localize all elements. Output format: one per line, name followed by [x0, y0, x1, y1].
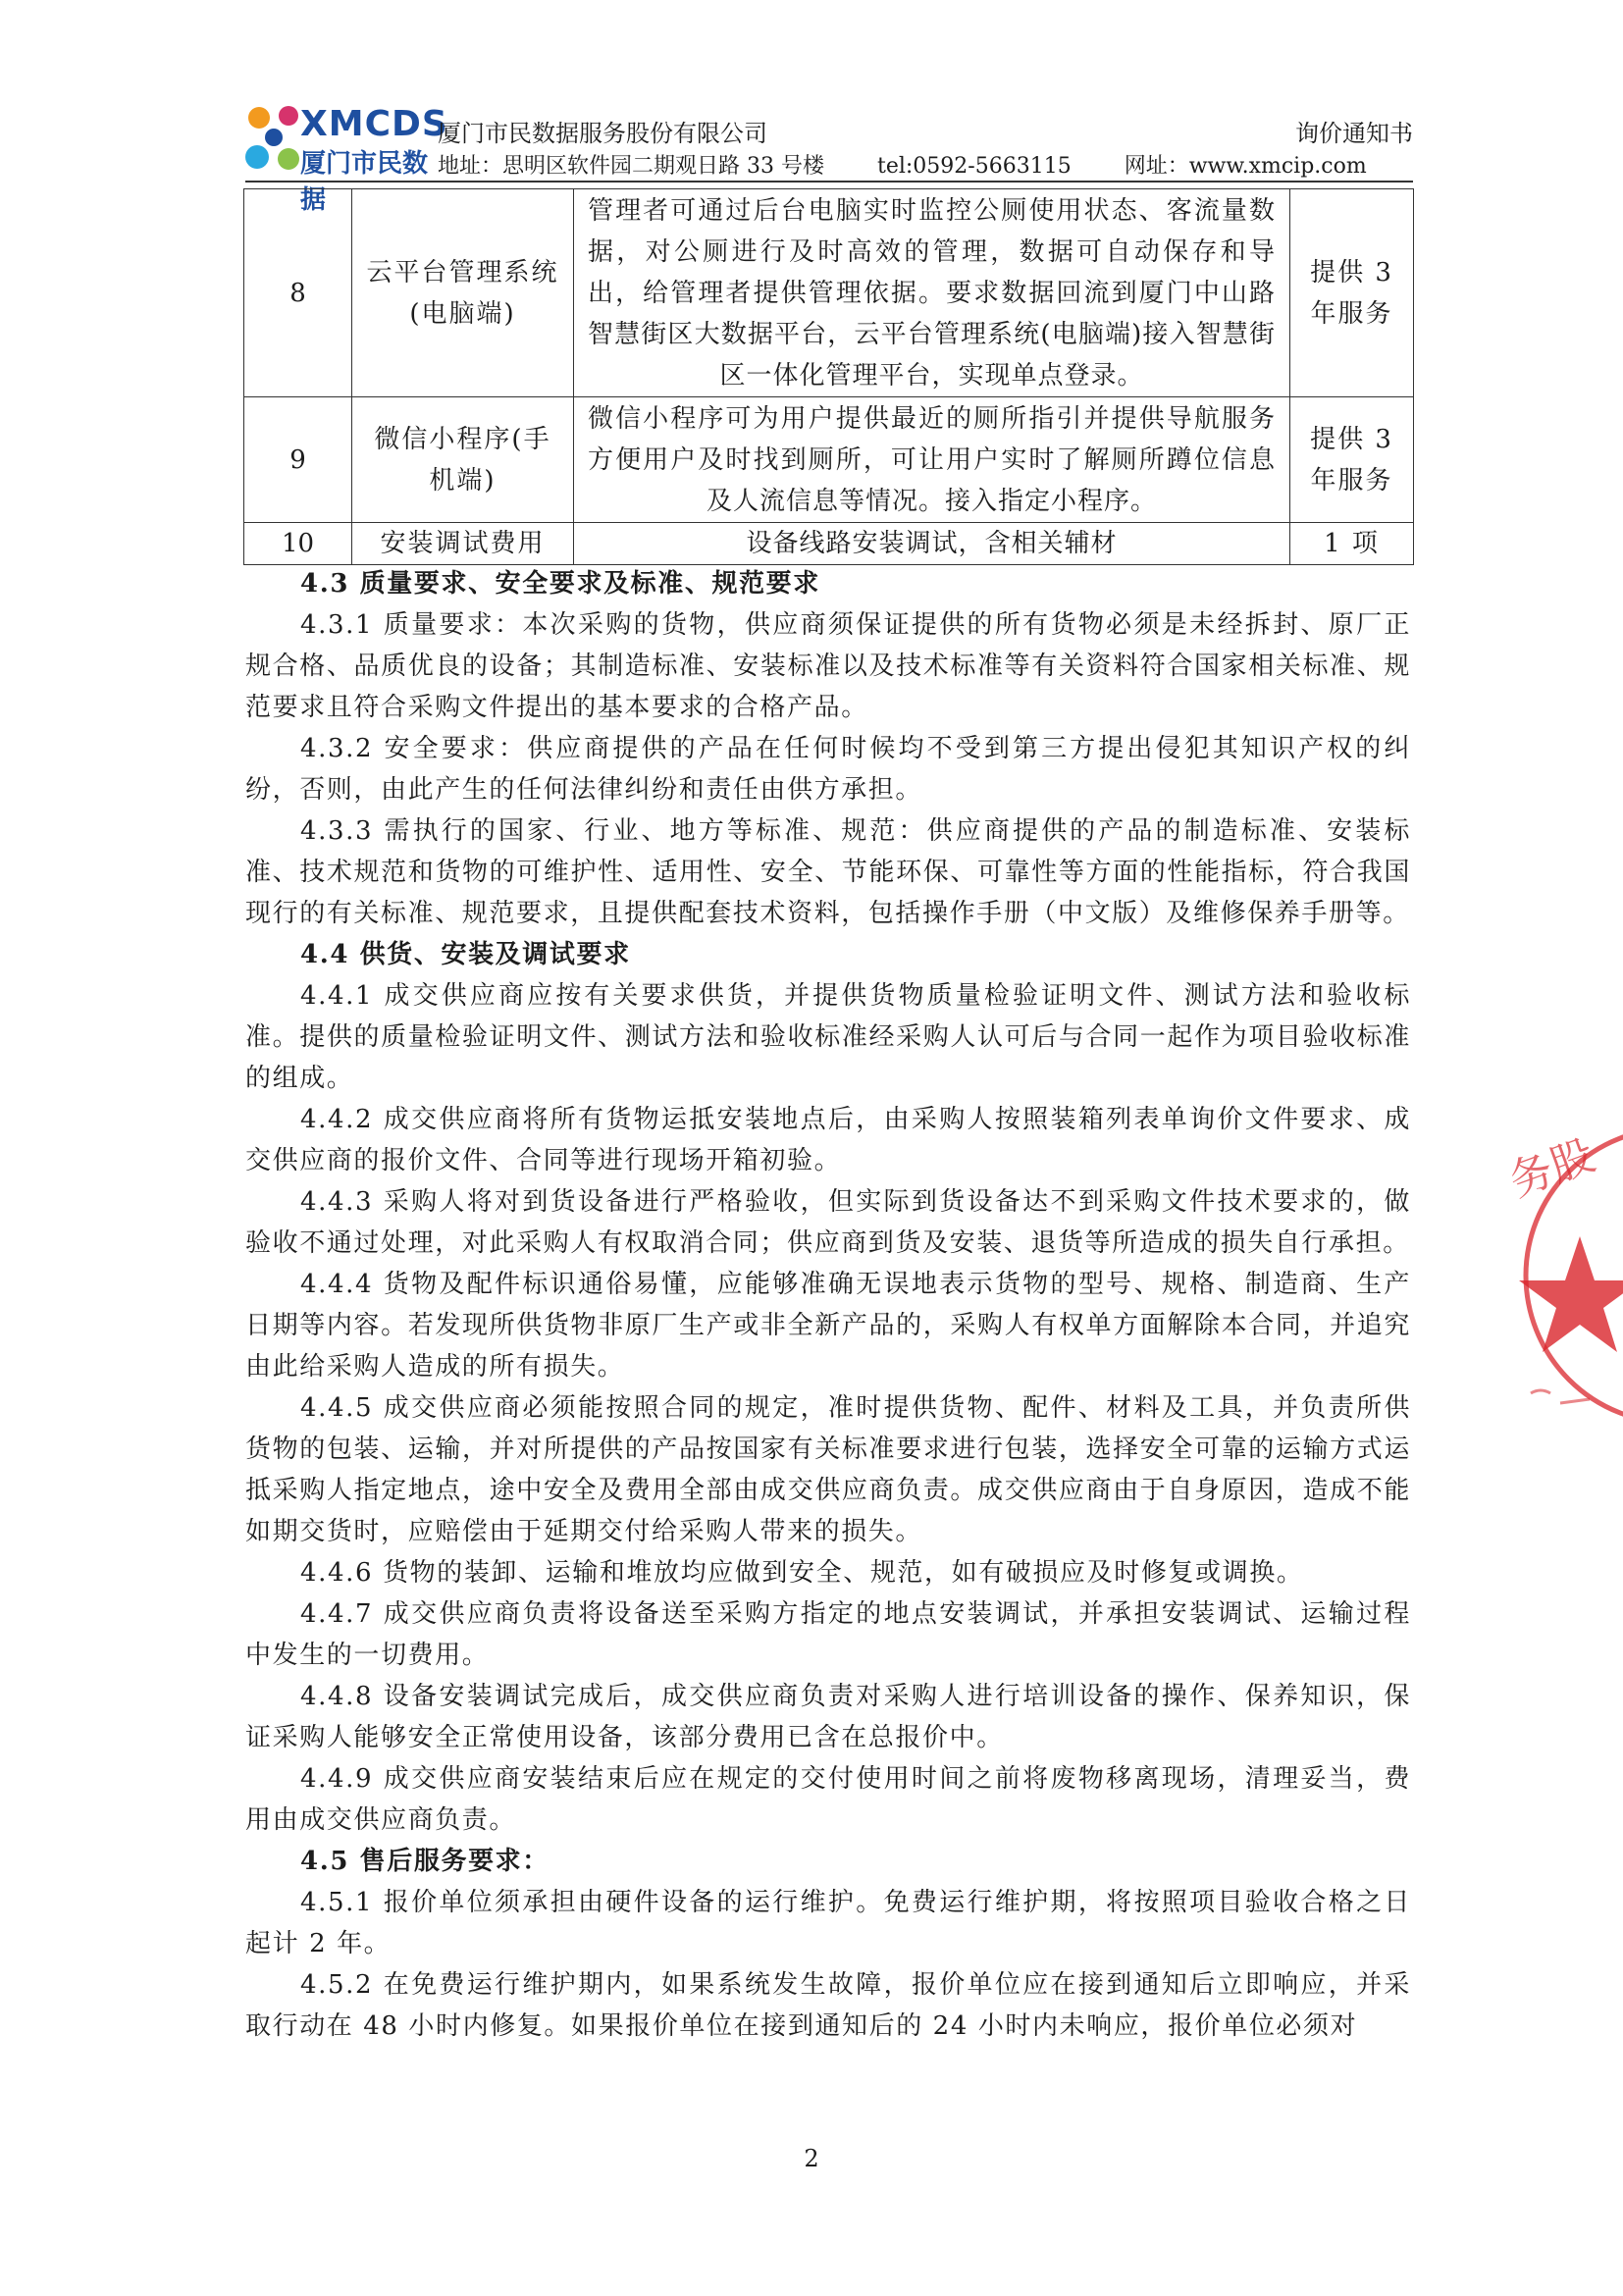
paragraph: 4.3.2 安全要求：供应商提供的产品在任何时候均不受到第三方提出侵犯其知识产权的纠纷，否则，由此产生的任何法律纠纷和责任由供方承担。: [245, 734, 1411, 805]
table-row: [244, 523, 1414, 565]
company-phone: tel:0592-5663115: [876, 154, 1072, 179]
document-body: [245, 563, 1411, 2047]
item-description: 管理者可通过后台电脑实时监控公厕使用状态、客流量数据，对公厕进行及时高效的管理，数据可自动保存和导出，给管理者提供管理依据。要求数据回流到厦门中山路智慧街区大数据平台，云平台管理系统(电脑端)接入智慧街区一体化管理平台，实现单点登录。: [574, 189, 1290, 397]
letterhead: [245, 102, 1413, 215]
row-number: 10: [244, 523, 352, 565]
paragraph: 4.4.2 成交供应商将所有货物运抵安装地点后，由采购人按照装箱列表单询价文件要求、成交供应商的报价文件、合同等进行现场开箱初验。: [245, 1105, 1411, 1175]
paragraph: 4.4.6 货物的装卸、运输和堆放均应做到安全、规范，如有破损应及时修复或调换。: [300, 1558, 1304, 1588]
logo-wordmark: XMCDS: [300, 104, 448, 144]
paragraph: 4.4.9 成交供应商安装结束后应在规定的交付使用时间之前将废物移离现场，清理妥当，费用由成交供应商负责。: [245, 1764, 1411, 1835]
spec-table: [243, 188, 1414, 565]
row-number: 8: [244, 189, 352, 397]
document-type: 询价通知书: [1295, 120, 1413, 147]
company-logo: [245, 102, 448, 215]
page-number: 2: [804, 2145, 819, 2172]
item-description: 设备线路安装调试，含相关辅材: [574, 523, 1290, 565]
table-row: [244, 189, 1414, 397]
item-quantity: 提供 3 年服务: [1290, 189, 1414, 397]
svg-text:务股: 务股: [1502, 1129, 1601, 1207]
paragraph: 4.5.2 在免费运行维护期内，如果系统发生故障，报价单位应在接到通知后立即响应，并采取行动在 48 小时内修复。如果报价单位在接到通知后的 24 小时内未响应，报价单位必须对: [245, 1970, 1411, 2041]
item-name: 安装调试费用: [352, 523, 574, 565]
paragraph: 4.4.8 设备安装调试完成后，成交供应商负责对采购人进行培训设备的操作、保养知识，保证采购人能够安全正常使用设备，该部分费用已含在总报价中。: [245, 1682, 1411, 1752]
company-website: 网址：www.xmcip.com: [1124, 154, 1367, 179]
contact-line: [438, 149, 1367, 180]
company-name: 厦门市民数据服务股份有限公司: [438, 120, 767, 147]
company-seal: [1501, 1109, 1623, 1442]
paragraph: 4.3.3 需执行的国家、行业、地方等标准、规范：供应商提供的产品的制造标准、安装标准、技术规范和货物的可维护性、适用性、安全、节能环保、可靠性等方面的性能指标，符合我国现行的有关标准、规范要求，且提供配套技术资料，包括操作手册（中文版）及维修保养手册等。: [245, 816, 1411, 928]
table-row: [244, 397, 1414, 523]
section-heading: 4.5 售后服务要求：: [300, 1847, 550, 1876]
item-quantity: 1 项: [1290, 523, 1414, 565]
logo-chinese-name: 厦门市民数据: [300, 149, 429, 215]
item-description: 微信小程序可为用户提供最近的厕所指引并提供导航服务方便用户及时找到厕所，可让用户实时了解厕所蹲位信息及人流信息等情况。接入指定小程序。: [574, 397, 1290, 523]
section-heading: 4.4 供货、安装及调试要求: [300, 940, 631, 969]
section-heading: 4.3 质量要求、安全要求及标准、规范要求: [300, 569, 820, 599]
item-quantity: 提供 3 年服务: [1290, 397, 1414, 523]
paragraph: 4.4.4 货物及配件标识通俗易懂，应能够准确无误地表示货物的型号、规格、制造商、生产日期等内容。若发现所供货物非原厂生产或非全新产品的，采购人有权单方面解除本合同，并追究由此给采购人造成的所有损失。: [245, 1270, 1411, 1382]
company-address: 地址：思明区软件园二期观日路 33 号楼: [438, 154, 824, 179]
paragraph: 4.5.1 报价单位须承担由硬件设备的运行维护。免费运行维护期，将按照项目验收合格之日起计 2 年。: [245, 1888, 1411, 1958]
paragraph: 4.3.1 质量要求：本次采购的货物，供应商须保证提供的所有货物必须是未经拆封、原厂正规合格、品质优良的设备；其制造标准、安装标准以及技术标准等有关资料符合国家相关标准、规范要求且符合采购文件提出的基本要求的合格产品。: [245, 610, 1411, 722]
paragraph: 4.4.3 采购人将对到货设备进行严格验收，但实际到货设备达不到采购文件技术要求的，做验收不通过处理，对此采购人有权取消合同；供应商到货及安装、退货等所造成的损失自行承担。: [245, 1187, 1411, 1258]
paragraph: 4.4.7 成交供应商负责将设备送至采购方指定的地点安装调试，并承担安装调试、运输过程中发生的一切费用。: [245, 1599, 1411, 1670]
row-number: 9: [244, 397, 352, 523]
header-divider: [245, 181, 1413, 183]
paragraph: 4.4.1 成交供应商应按有关要求供货，并提供货物质量检验证明文件、测试方法和验收标准。提供的质量检验证明文件、测试方法和验收标准经采购人认可后与合同一起作为项目验收标准的组成。: [245, 981, 1411, 1093]
item-name: 微信小程序(手机端): [352, 397, 574, 523]
item-name: 云平台管理系统(电脑端): [352, 189, 574, 397]
logo-mark-icon: [245, 102, 304, 181]
paragraph: 4.4.5 成交供应商必须能按照合同的规定，准时提供货物、配件、材料及工具，并负责所供货物的包装、运输，并对所提供的产品按国家有关标准要求进行包装，选择安全可靠的运输方式运抵采购人指定地点，途中安全及费用全部由成交供应商负责。成交供应商由于自身原因，造成不能如期交货时，应赔偿由于延期交付给采购人带来的损失。: [245, 1393, 1411, 1546]
red-seal-stamp-icon: [1501, 1109, 1623, 1442]
